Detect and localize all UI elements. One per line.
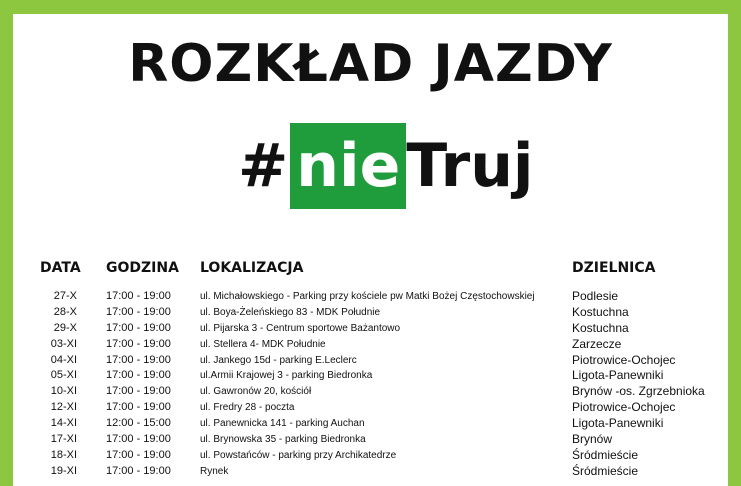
row-location: ul.Armii Krajowej 3 - parking Biedronka [200, 370, 373, 382]
row-location: ul. Jankego 15d - parking E.Leclerc [200, 354, 357, 366]
row-location: ul. Panewnicka 141 - parking Auchan [200, 418, 365, 430]
row-location: ul. Stellera 4- MDK Południe [200, 338, 326, 350]
row-location: ul. Powstańców - parking przy Archikatedrze [200, 449, 397, 461]
column-header-location: LOKALIZACJA [200, 260, 304, 276]
row-time: 17:00 - 19:00 [106, 385, 171, 398]
row-date: 03-XI [50, 337, 77, 350]
table-row [0, 401, 741, 417]
row-time: 17:00 - 19:00 [106, 305, 171, 318]
row-location: ul. Fredry 28 - poczta [200, 402, 295, 414]
row-district: Śródmieście [572, 447, 639, 462]
row-time: 17:00 - 19:00 [106, 369, 171, 382]
table-row [0, 433, 741, 449]
column-header-time: GODZINA [106, 260, 179, 276]
row-district: Śródmieście [572, 463, 639, 478]
row-location: ul. Pijarska 3 - Centrum sportowe Bażantowo [200, 322, 401, 334]
table-row [0, 465, 741, 481]
table-row [0, 369, 741, 385]
row-location: ul. Gawronów 20, kościół [200, 386, 312, 398]
row-district: Kostuchna [572, 320, 629, 335]
schedule-table [0, 290, 741, 481]
row-location: ul. Brynowska 35 - parking Biedronka [200, 434, 366, 446]
row-time: 17:00 - 19:00 [106, 448, 171, 461]
row-district: Piotrowice-Ochojec [572, 352, 676, 367]
row-date: 04-XI [50, 353, 77, 366]
row-time: 17:00 - 19:00 [106, 337, 171, 350]
table-row [0, 449, 741, 465]
row-district: Ligota-Panewniki [572, 416, 664, 431]
table-row [0, 354, 741, 370]
table-row [0, 306, 741, 322]
row-date: 19-XI [50, 464, 77, 477]
row-district: Zarzecze [572, 336, 622, 351]
table-row [0, 322, 741, 338]
row-time: 17:00 - 19:00 [106, 321, 171, 334]
table-row [0, 417, 741, 433]
row-location: ul. Michałowskiego - Parking przy kościele pw Matki Bożej Częstochowskiej [200, 291, 535, 302]
row-location: Rynek [200, 465, 229, 477]
row-district: Podlesie [572, 289, 619, 303]
row-time: 12:00 - 15:00 [106, 417, 171, 430]
row-time: 17:00 - 19:00 [106, 464, 171, 477]
row-time: 17:00 - 19:00 [106, 433, 171, 446]
hashtag-logo [238, 123, 533, 209]
page-title: ROZKŁAD JAZDY [128, 34, 613, 94]
row-time: 17:00 - 19:00 [106, 353, 171, 366]
row-district: Brynów [572, 432, 613, 447]
row-date: 10-XI [50, 385, 77, 398]
row-date: 14-XI [50, 417, 77, 430]
row-district: Ligota-Panewniki [572, 368, 664, 383]
row-time: 17:00 - 19:00 [106, 290, 171, 302]
row-time: 17:00 - 19:00 [106, 401, 171, 414]
row-location: ul. Boya-Żeleńskiego 83 - MDK Południe [200, 306, 381, 318]
row-district: Kostuchna [572, 304, 629, 319]
row-date: 29-X [53, 321, 77, 334]
row-date: 05-XI [50, 369, 77, 382]
row-date: 28-X [53, 305, 77, 318]
row-date: 17-XI [50, 433, 77, 446]
hashtag-highlight: nie [290, 123, 406, 209]
row-date: 12-XI [50, 401, 77, 414]
table-row [0, 385, 741, 401]
row-date: 27-X [53, 290, 77, 302]
hashtag-rest: Truj [406, 131, 534, 201]
row-district: Piotrowice-Ochojec [572, 400, 676, 415]
table-row [0, 290, 741, 306]
column-header-district: DZIELNICA [572, 260, 656, 276]
hashtag-hash: # [238, 131, 289, 201]
table-row [0, 338, 741, 354]
row-district: Brynów -os. Zgrzebnioka [572, 384, 705, 399]
row-date: 18-XI [50, 448, 77, 461]
column-header-date: DATA [40, 260, 81, 276]
